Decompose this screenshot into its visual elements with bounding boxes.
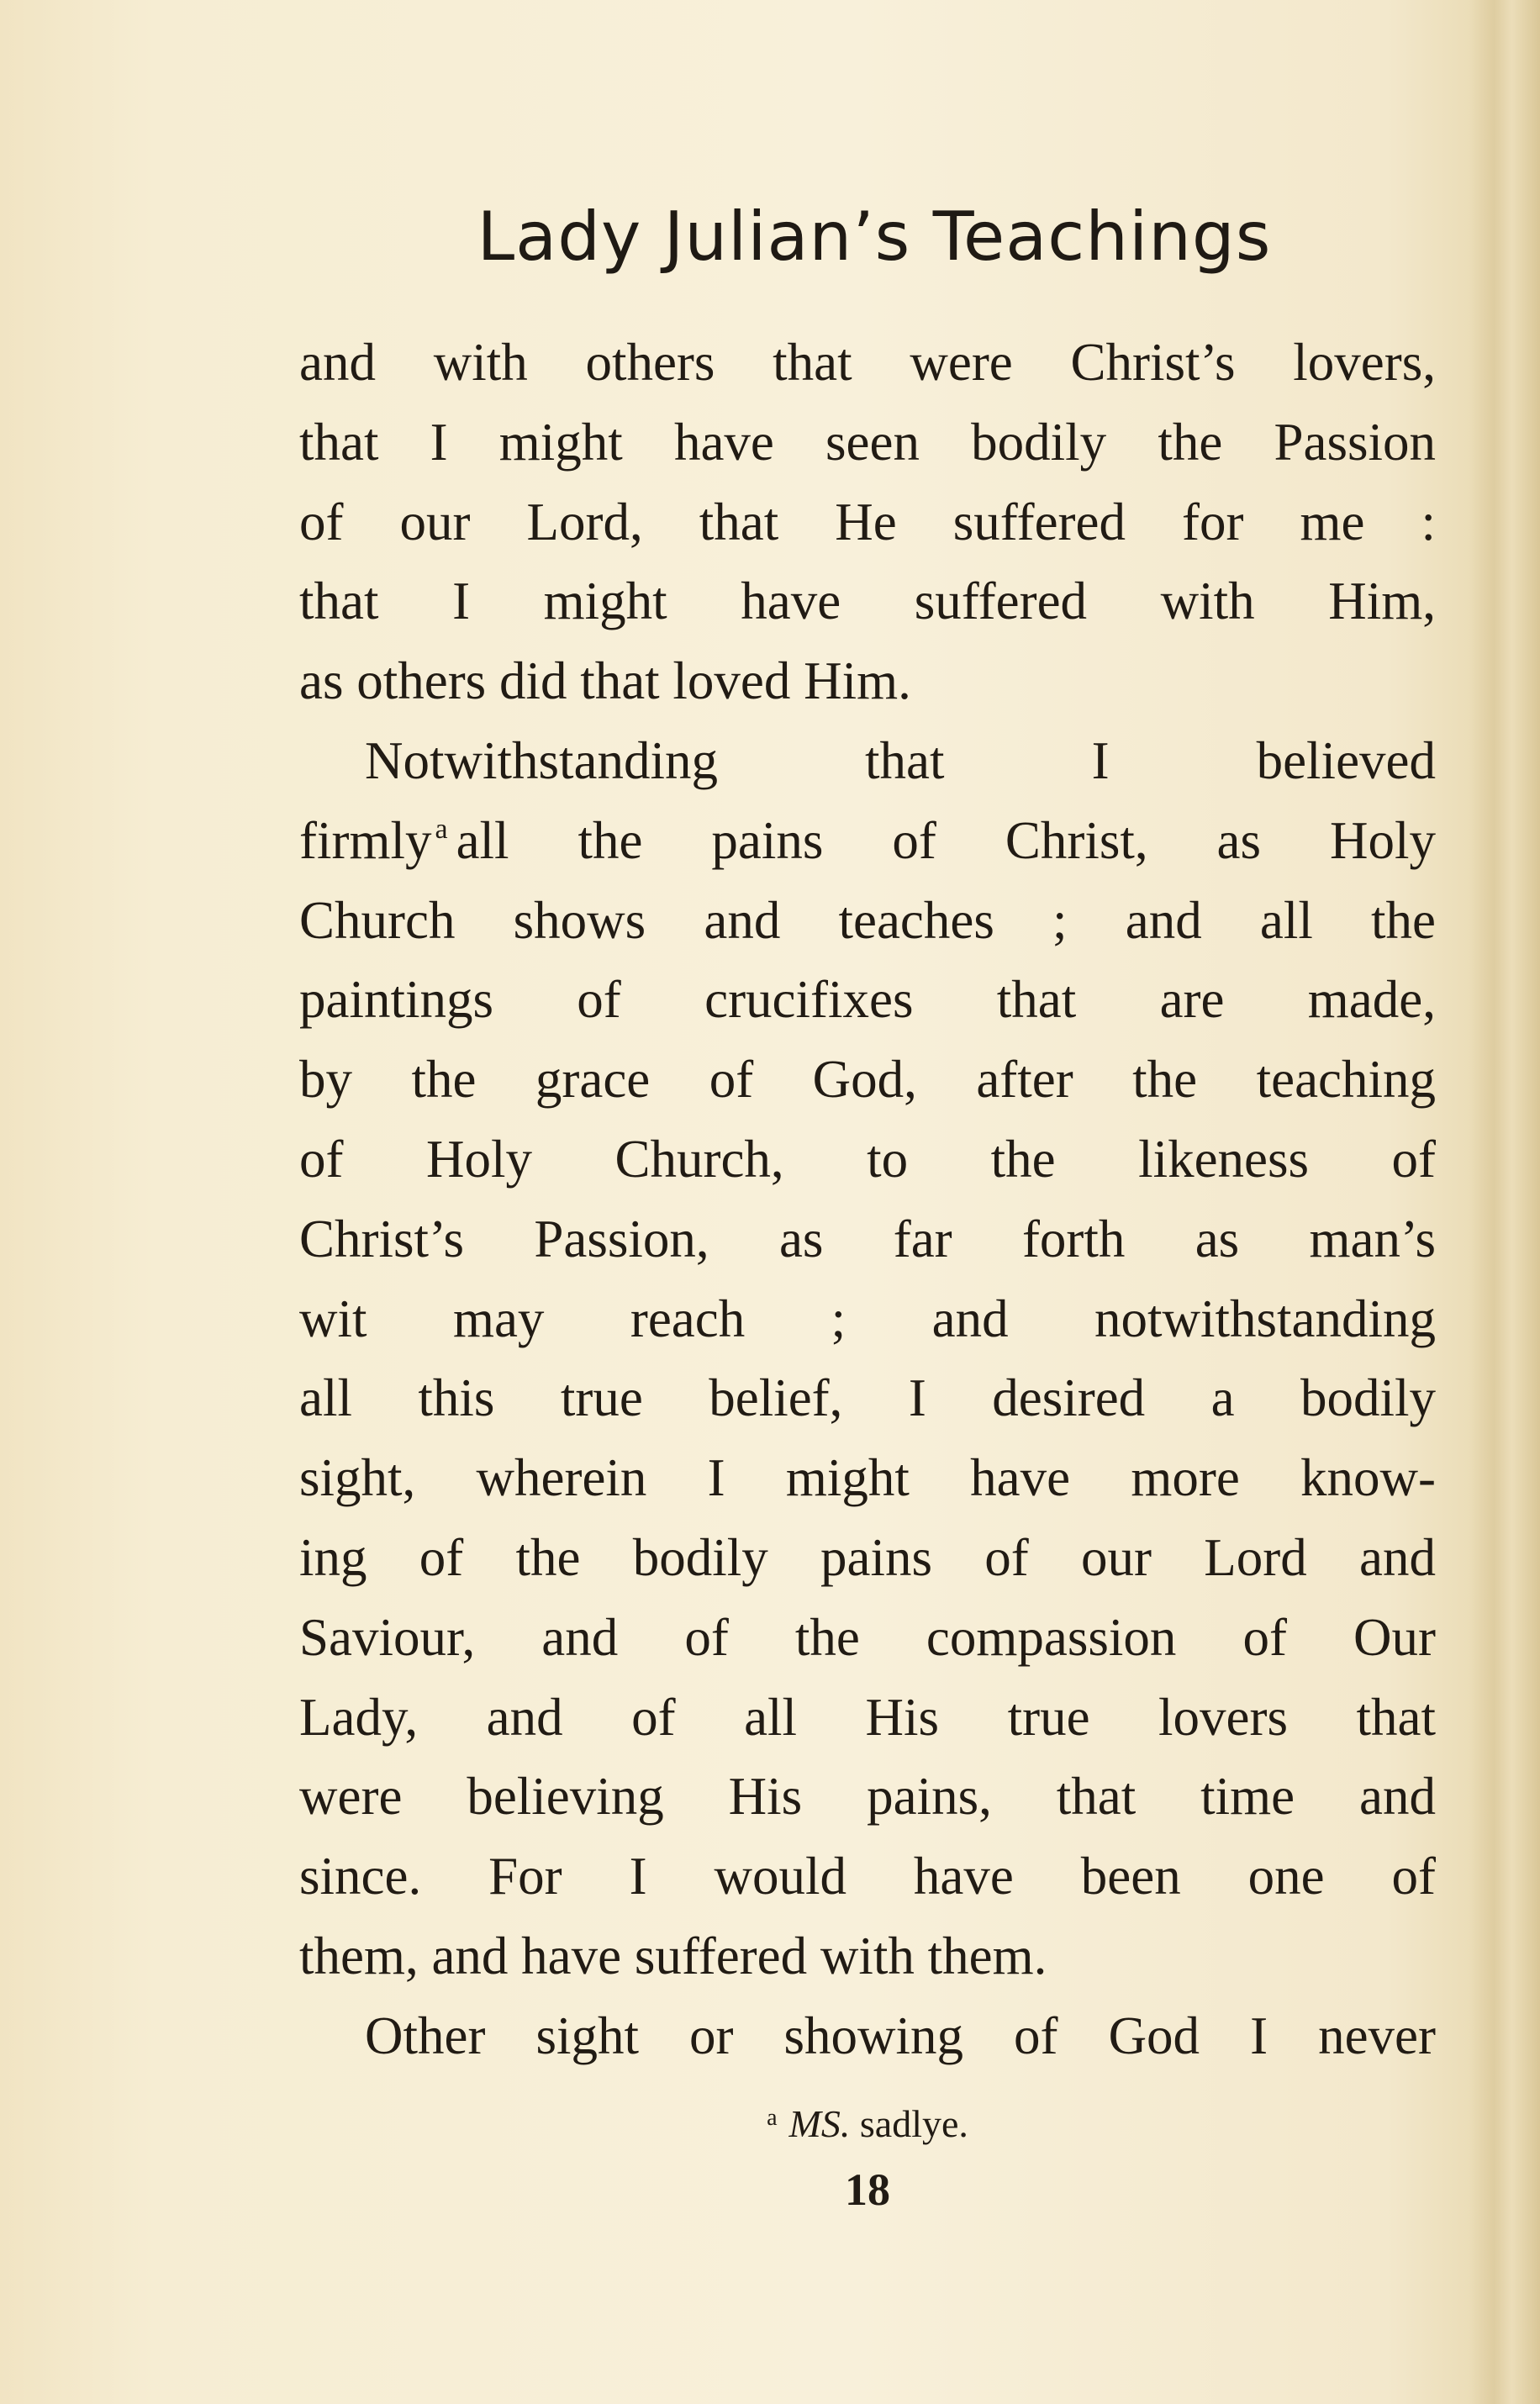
text-line-13: wit may reach ; and notwithstanding bbox=[299, 1289, 1436, 1348]
footnote-source: MS. bbox=[788, 2102, 851, 2145]
body-text bbox=[299, 323, 1436, 2076]
text-line-15: sight, wherein I might have more know- bbox=[299, 1448, 1436, 1508]
text-line-19: were believing His pains, that time and bbox=[299, 1767, 1436, 1827]
text-line-9: paintings of crucifixes that are made, bbox=[299, 970, 1436, 1030]
text-line-7 bbox=[299, 801, 1436, 881]
text-line-6: Notwithstanding that I believed bbox=[365, 730, 1436, 790]
footnote bbox=[299, 2085, 1436, 2158]
word-firmly: firmly bbox=[299, 810, 432, 870]
text-line-16: ing of the bodily pains of our Lord and bbox=[299, 1527, 1436, 1587]
page-binding-edge bbox=[1469, 0, 1540, 2404]
text-line-22: Other sight or showing of God I never bbox=[365, 2006, 1436, 2065]
footnote-text: sadlye. bbox=[859, 2102, 968, 2145]
page-number: 18 bbox=[845, 2164, 890, 2215]
text-line-21: them, and have suffered with them. bbox=[299, 1926, 1047, 1985]
text-line-18: Lady, and of all His true lovers that bbox=[299, 1687, 1436, 1747]
running-head: Lady Julian’s Teachings bbox=[477, 198, 1272, 276]
text-line-14: all this true belief, I desired a bodily bbox=[299, 1368, 1436, 1428]
footnote-mark: a bbox=[767, 2105, 778, 2131]
text-line-10: by the grace of God, after the teaching bbox=[299, 1050, 1436, 1110]
text-line-12: Christ’s Passion, as far forth as man’s bbox=[299, 1209, 1436, 1268]
text-line-1: and with others that were Christ’s lovers, bbox=[299, 333, 1436, 392]
text-line-5: as others did that loved Him. bbox=[299, 651, 911, 711]
text-line-8: Church shows and teaches ; and all the bbox=[299, 890, 1436, 950]
text-line-17: Saviour, and of the compassion of Our bbox=[299, 1607, 1436, 1667]
text-line-4: that I might have suffered with Him, bbox=[299, 572, 1436, 631]
text-line-11: of Holy Church, to the likeness of bbox=[299, 1129, 1436, 1189]
text-line-2: that I might have seen bodily the Passion bbox=[299, 412, 1436, 472]
text-line-20: since. For I would have been one of bbox=[299, 1847, 1436, 1906]
text-line-3: of our Lord, that He suffered for me : bbox=[299, 492, 1436, 551]
text-line-7-rest: all the pains of Christ, as Holy bbox=[456, 810, 1436, 870]
footnote-reference: a bbox=[435, 813, 448, 845]
